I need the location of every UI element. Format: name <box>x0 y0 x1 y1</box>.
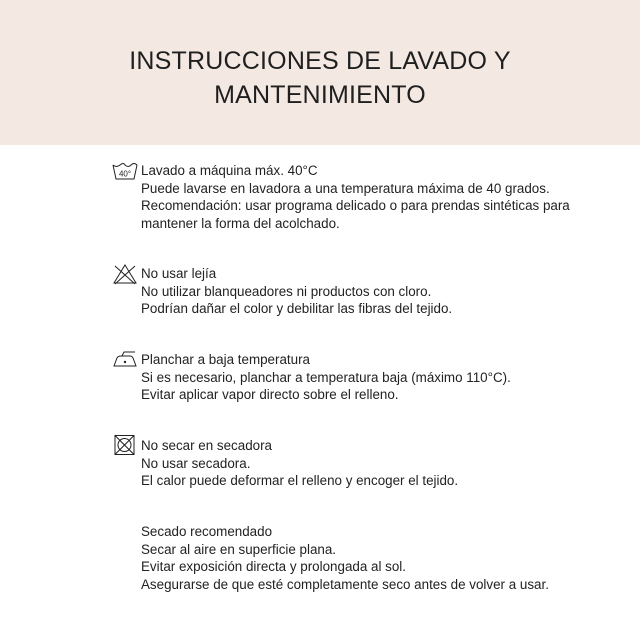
section-line: Asegurarse de que esté completamente seco antes de volver a usar. <box>141 576 549 592</box>
section-tumble-dry-text <box>141 437 591 490</box>
section-line: Evitar aplicar vapor directo sobre el relleno. <box>141 387 399 402</box>
section-bleach-text <box>141 265 591 318</box>
svg-text:40°: 40° <box>118 169 132 179</box>
page-title-line-2: MANTENIMIENTO <box>214 81 426 109</box>
section-line: No utilizar blanqueadores ni productos con cloro. <box>141 283 432 299</box>
section-line: Podrían dañar el color y debilitar las fibras del tejido. <box>141 301 453 316</box>
section-title: No usar lejía <box>141 266 217 281</box>
section-line: Secar al aire en superficie plana. <box>141 541 337 557</box>
section-title: Planchar a baja temperatura <box>141 352 310 367</box>
iron-low-icon <box>112 351 138 371</box>
no-bleach-icon <box>112 263 138 283</box>
section-line: Puede lavarse en lavadora a una temperatura máxima de 40 grados. <box>141 180 550 196</box>
section-line: Recomendación: usar programa delicado o para prendas sintéticas para <box>141 198 570 213</box>
section-line: Si es necesario, planchar a temperatura baja (máximo 110°C). <box>141 369 511 385</box>
header-banner <box>0 0 640 145</box>
section-title: Secado recomendado <box>141 524 273 539</box>
section-line: mantener la forma del acolchado. <box>141 215 340 231</box>
page-title <box>0 44 640 112</box>
no-tumble-dry-icon <box>112 434 138 454</box>
wash-40-icon <box>112 163 138 183</box>
section-line: Evitar exposición directa y prolongada al sol. <box>141 559 406 574</box>
section-line: El calor puede deformar el relleno y encoger el tejido. <box>141 473 459 488</box>
section-drying-text <box>141 523 591 593</box>
section-title: Lavado a máquina máx. 40°C <box>141 163 318 178</box>
section-title: No secar en secadora <box>141 438 273 453</box>
section-iron-text <box>141 351 591 404</box>
page-title-line-1: INSTRUCCIONES DE LAVADO Y <box>129 47 511 75</box>
section-wash-text <box>141 162 591 232</box>
section-line: No usar secadora. <box>141 455 251 471</box>
